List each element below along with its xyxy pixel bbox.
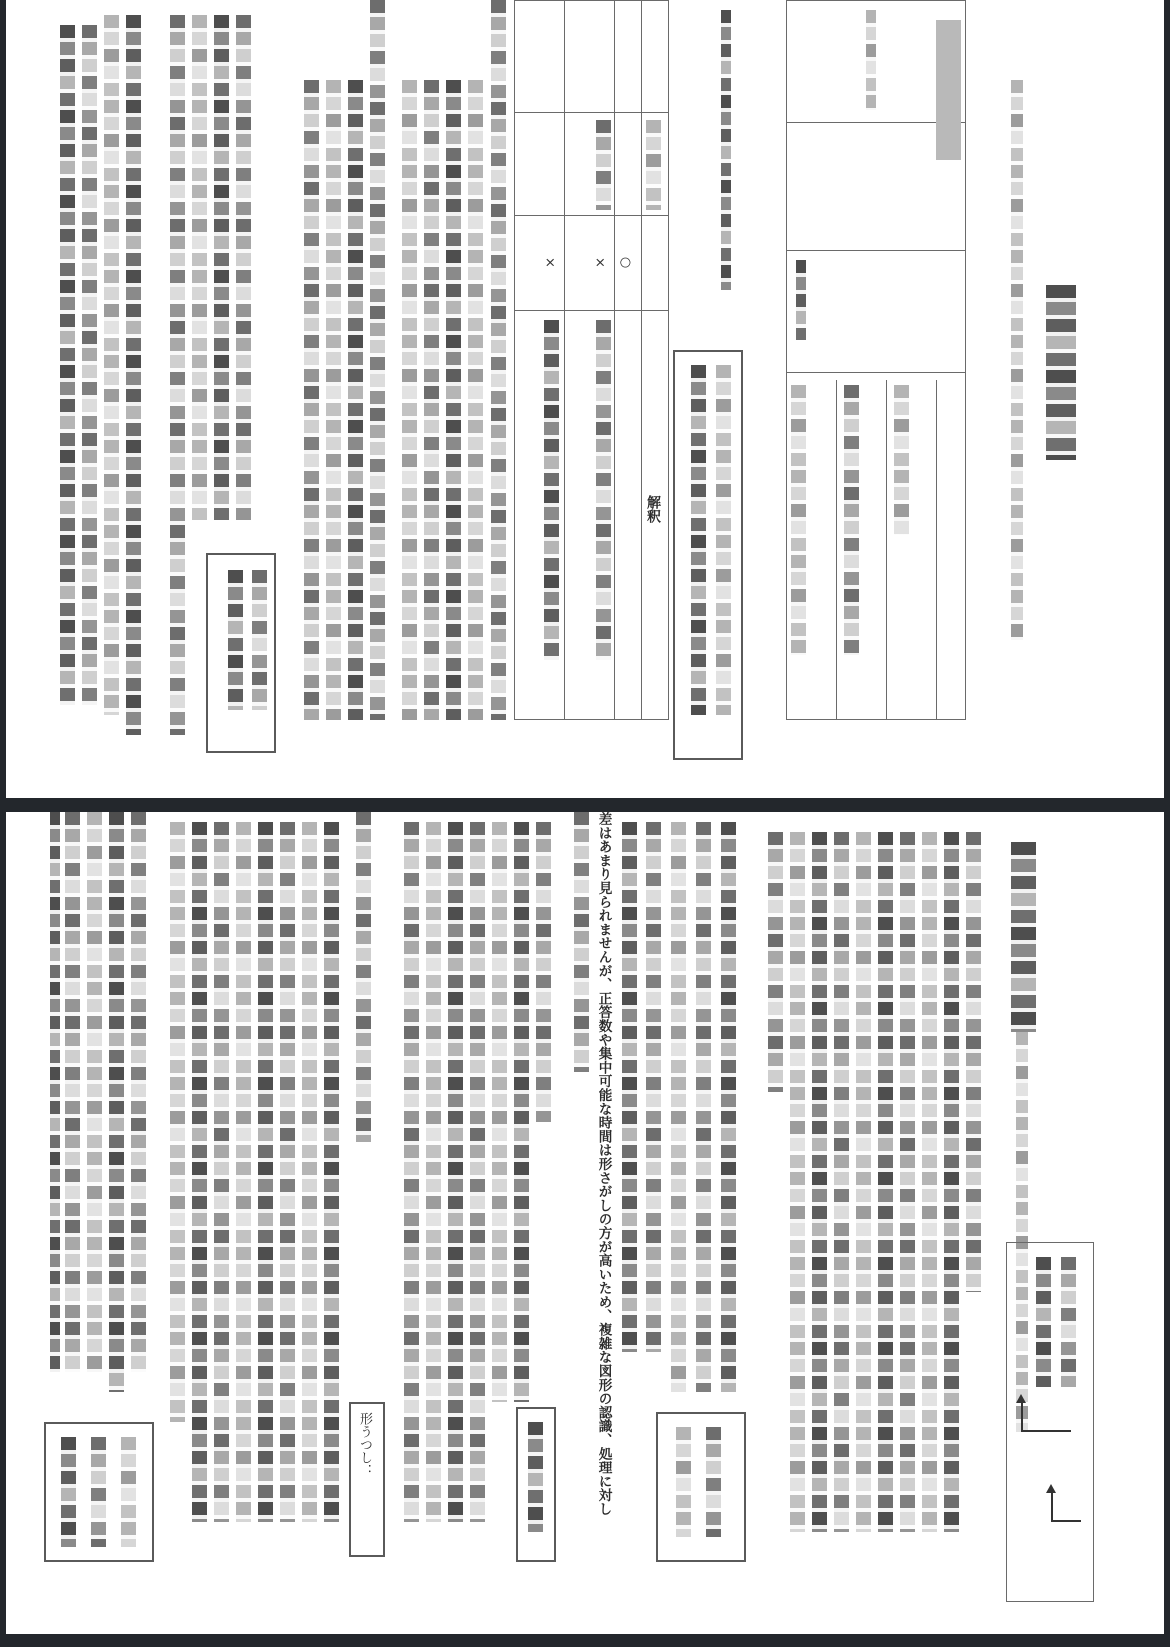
interpretation-table xyxy=(514,0,669,720)
title-block xyxy=(1046,285,1076,460)
header-text-column xyxy=(1011,842,1036,1032)
document-page-2 xyxy=(6,812,1164,1634)
document-page-1 xyxy=(6,0,1164,798)
arrow-icon-2 xyxy=(1051,1492,1081,1522)
info-box xyxy=(673,350,743,760)
shape-copy-label: 形うつし： xyxy=(357,1412,372,1477)
arrow-icon xyxy=(1021,1402,1071,1432)
highlight-sentence: 差はあまり見られませんが、正答数や集中可能な時間は形さがしの方が高いため、複雑な図形の認識、処理に対し xyxy=(595,812,612,1516)
table-header-label: 解釈 xyxy=(645,495,661,523)
mark-cross-1: × xyxy=(591,257,607,268)
note-box xyxy=(656,1412,746,1562)
mark-cross-2: × xyxy=(541,257,557,268)
mark-circle: ○ xyxy=(618,256,634,269)
header-text-column xyxy=(1011,80,1023,640)
